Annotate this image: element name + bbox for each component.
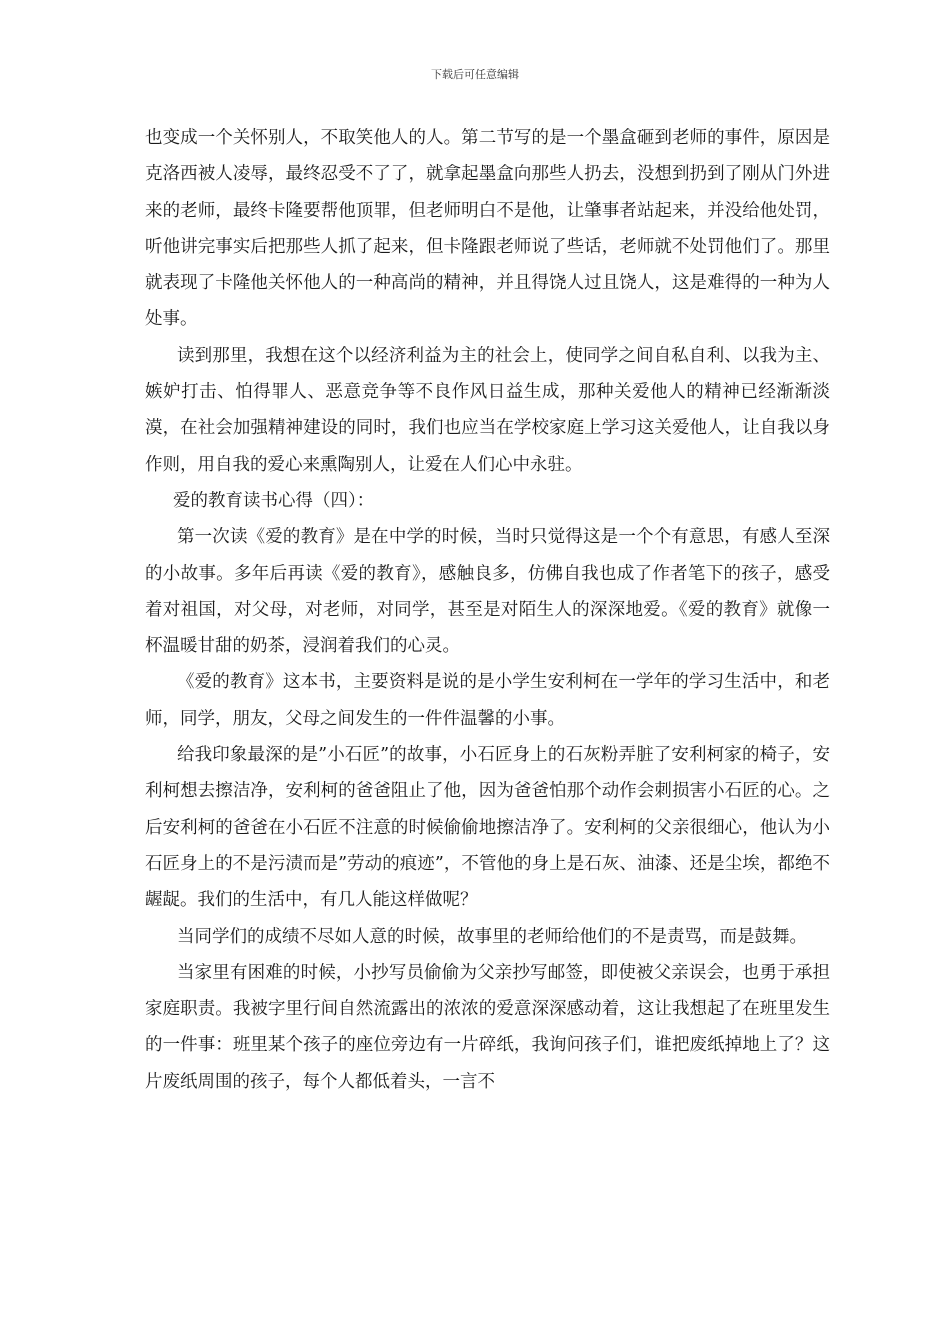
page-header: 下载后可任意编辑	[431, 68, 519, 81]
paragraph-5: 给我印象最深的是”小石匠”的故事，小石匠身上的石灰粉弄脏了安利柯家的椅子，安利柯想去擦洁净，安利柯的爸爸阻止了他，因为爸爸怕那个动作会刺损害小石匠的心。之后安利柯的爸爸在小石匠不注意的时候偷偷地擦洁净了。安利柯的父亲很细心，他认为小石匠身上的不是污渍而是”劳动的痕迹”，不管他的身上是石灰、油漆、还是尘埃，都绝不龌龊。我们的生活中，有几人能这样做呢？	[145, 745, 830, 911]
paragraph-6: 当同学们的成绩不尽如人意的时候，故事里的老师给他们的不是责骂，而是鼓舞。	[177, 926, 807, 947]
paragraph-4: 《爱的教育》这本书，主要资料是说的是小学生安利柯在一学年的学习生活中，和老师，同学，朋友，父母之间发生的一件件温馨的小事。	[145, 672, 830, 729]
paragraph-3: 第一次读《爱的教育》是在中学的时候，当时只觉得这是一个个有意思，有感人至深的小故事。多年后再读《爱的教育》，感触良多，仿佛自我也成了作者笔下的孩子，感受着对祖国，对父母，对老师，对同学，甚至是对陌生人的深深地爱。《爱的教育》就像一杯温暖甘甜的奶茶，浸润着我们的心灵。	[145, 527, 830, 657]
section-heading: 爱的教育读书心得（四）：	[173, 490, 375, 511]
document-body	[145, 120, 830, 1100]
paragraph-2: 读到那里，我想在这个以经济利益为主的社会上，使同学之间自私自利、以我为主、嫉妒打击、怕得罪人、恶意竞争等不良作风日益生成，那种关爱他人的精神已经渐渐淡漠，在社会加强精神建设的同时，我们也应当在学校家庭上学习这关爱他人，让自我以身作则，用自我的爱心来熏陶别人，让爱在人们心中永驻。	[145, 345, 830, 475]
paragraph-1: 也变成一个关怀别人，不取笑他人的人。第二节写的是一个墨盒砸到老师的事件，原因是克洛西被人凌辱，最终忍受不了了，就拿起墨盒向那些人扔去，没想到扔到了刚从门外进来的老师，最终卡隆要帮他顶罪，但老师明白不是他，让肇事者站起来，并没给他处罚，听他讲完事实后把那些人抓了起来，但卡隆跟老师说了些话，老师就不处罚他们了。那里就表现了卡隆他关怀他人的一种高尚的精神，并且得饶人过且饶人，这是难得的一种为人处事。	[145, 128, 830, 330]
paragraph-7: 当家里有困难的时候，小抄写员偷偷为父亲抄写邮签，即使被父亲误会，也勇于承担家庭职责。我被字里行间自然流露出的浓浓的爱意深深感动着，这让我想起了在班里发生的一件事：班里某个孩子的座位旁边有一片碎纸，我询问孩子们，谁把废纸掉地上了？这片废纸周围的孩子，每个人都低着头，一言不	[145, 962, 830, 1092]
